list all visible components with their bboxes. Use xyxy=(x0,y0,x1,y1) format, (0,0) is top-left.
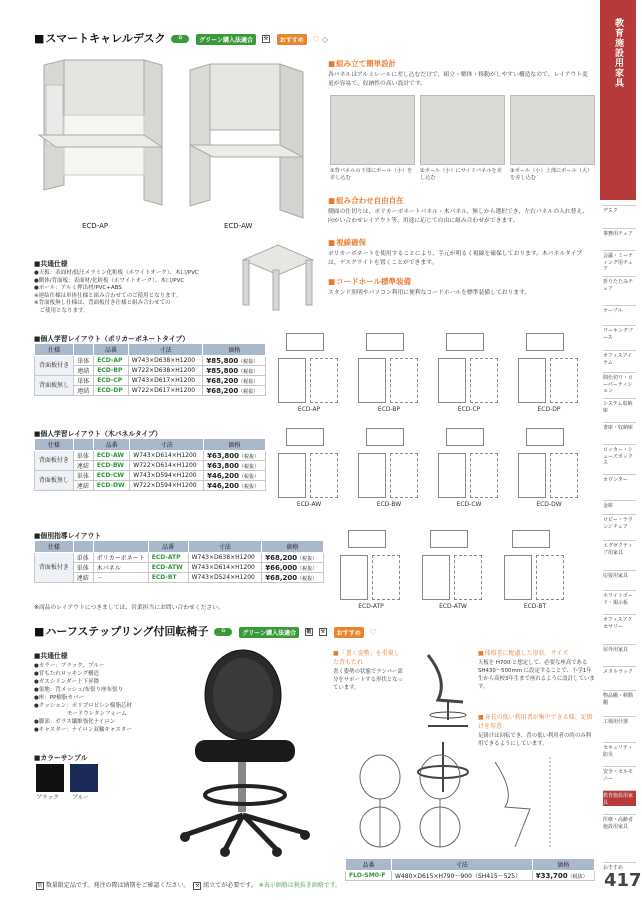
product-size: W743×D638×H1200 xyxy=(188,553,262,563)
spec-line: ●座：PP樹脂カバー xyxy=(34,695,84,701)
recommend-badge: おすすめ xyxy=(277,34,307,45)
plan-view-diagram xyxy=(366,333,404,351)
feature3-text: ポリカーボネートを使用することにより、手元が明るく視線を確保しております。木パネルタイプは、デスクライトを置くことができます。 xyxy=(328,251,583,266)
sidebar-item[interactable]: 金庫 xyxy=(603,500,636,510)
product-code: ECD-DP xyxy=(94,386,128,396)
product-price: ¥68,200（税抜） xyxy=(262,573,324,583)
sidebar-item[interactable]: 応接用家具 xyxy=(603,570,636,580)
assembly-step2-image xyxy=(420,95,505,165)
footer-note3: ※表示価格は税抜き価格です。 xyxy=(258,882,342,889)
sidebar-item[interactable]: テーブル xyxy=(603,305,636,315)
row-type: 連結 xyxy=(74,366,94,376)
panel-type: 木パネル xyxy=(93,563,148,573)
front-view-diagram xyxy=(358,358,386,403)
step1-caption: ①背パネルの下部にポール（小）を差し込む xyxy=(330,168,413,181)
feature2-title: ■ 組み合わせ自由自在 xyxy=(328,195,593,206)
sidebar-item[interactable]: 医療・高齢者施設用家具 xyxy=(603,814,636,830)
sidebar-item[interactable]: 安全・セルモニー xyxy=(603,766,636,782)
footer-note2: 組立てが必要です。 xyxy=(203,882,257,889)
chair-size: W480×D615×H790～900（SH415～525） xyxy=(391,871,532,881)
diagram-label: ECD-AW xyxy=(296,501,322,508)
sidebar-item[interactable]: 工場用什器 xyxy=(603,716,636,726)
caption-ecd-aw: ECD-AW xyxy=(224,222,253,230)
plan-view-diagram xyxy=(430,530,468,548)
table2-title: ■ 個人学習レイアウト（木パネルタイプ） xyxy=(34,428,162,438)
section1-title: ■ スマートキャレルデスク ♻ グリーン購入法適合 ⚒ おすすめ ♡ ◇ xyxy=(34,30,328,46)
assembly-step3-image xyxy=(510,95,595,165)
spec-line: ●カラー：ブラック、ブルー xyxy=(34,663,105,669)
feature3-title: ■ 視線確保 xyxy=(328,237,593,248)
front-view-diagram xyxy=(438,358,466,403)
product-code: ECD-ATW xyxy=(148,563,188,573)
spec-line: ●背もたれロッキング構造 xyxy=(34,671,100,677)
table-row xyxy=(35,563,324,573)
desk-layout-image xyxy=(238,240,316,315)
table-row xyxy=(35,573,324,583)
product-price: ¥46,200（税抜） xyxy=(204,471,266,481)
product-code: ECD-AP xyxy=(94,356,128,366)
footer-notes xyxy=(34,880,341,890)
row-type: 単体 xyxy=(73,553,93,563)
product-size: W743×D594×H1200 xyxy=(130,471,204,481)
front-view-diagram xyxy=(518,358,546,403)
desk-ecd-aw-image xyxy=(185,60,310,225)
layout-note: ※商品のレイアウトにつきましては、営業担当にお問い合わせください。 xyxy=(34,605,224,611)
table-row xyxy=(35,471,266,481)
spec-line: ※背面板無し仕様は、背面板付き仕様と組み合わせての xyxy=(34,300,171,307)
spec-line: ●張地：背メッシュ/布張り座布張り xyxy=(34,687,124,693)
product-code: ECD-BW xyxy=(93,461,129,471)
table-row xyxy=(35,553,324,563)
row-type: 単体 xyxy=(73,471,93,481)
sidebar-header xyxy=(600,0,636,200)
product-code: ECD-BT xyxy=(148,573,188,583)
section2-title: ■ ハーフステップリング付回転椅子 ♻ グリーン購入法適合 数 ⚒ おすすめ ♡ xyxy=(34,623,377,639)
row-type: 単体 xyxy=(73,451,93,461)
row-type: 単体 xyxy=(74,376,94,386)
side-view-diagram xyxy=(372,555,400,600)
step3-caption: ③ポール（小）上部にポール（大）を差し込む xyxy=(510,168,593,181)
chair-feature-size xyxy=(478,648,596,691)
sidebar-item[interactable]: ワーキングブース xyxy=(603,325,636,341)
col-price: 価格 xyxy=(203,344,266,356)
assembly-icon: ⚒ xyxy=(263,36,269,42)
row-type: 連結 xyxy=(73,481,93,491)
eco-icon: ♻ xyxy=(214,628,232,636)
chair-common-spec xyxy=(34,650,184,734)
front-view-diagram xyxy=(340,555,368,600)
feature-cordhole xyxy=(328,276,593,298)
sidebar-item[interactable]: システム収納庫 xyxy=(603,398,636,414)
diagram-label: ECD-DW xyxy=(536,501,562,508)
sidebar-item[interactable]: オフィスアイテム xyxy=(603,350,636,366)
limited-icon: 数 xyxy=(306,629,312,635)
col-spec: 仕様 xyxy=(35,344,74,356)
product-price: ¥68,200（税抜） xyxy=(203,386,266,396)
col-code: 品番 xyxy=(148,541,188,553)
footer-note1: 数量限定品です。発注の際は納期をご確認ください。 xyxy=(45,882,190,889)
product-size: W722×D594×H1200 xyxy=(130,481,204,491)
sidebar-title: 教育施設用家具 xyxy=(613,18,623,88)
feature-assembly xyxy=(328,58,593,88)
table-row xyxy=(35,356,266,366)
sidebar-item[interactable]: 教育施設用家具 xyxy=(603,790,636,806)
color-swatch-blue xyxy=(70,764,98,792)
heart-icon: ♡ xyxy=(369,628,377,637)
product-code: ECD-CW xyxy=(93,471,129,481)
chair-side-image xyxy=(408,650,478,730)
sidebar-item[interactable]: 間仕切り・ローパーティション xyxy=(603,372,636,395)
spec-line: ●側体/背面板：表面材/化粧板（ホワイトオーク）、木口/PVC xyxy=(34,277,185,284)
col-size: 寸法 xyxy=(391,859,532,871)
diagram-label: ECD-BP xyxy=(377,406,401,413)
product-code: ECD-CP xyxy=(94,376,128,386)
sidebar-item[interactable]: ロビー・ラウンジチェア xyxy=(603,514,636,530)
color-label-black: ブラック xyxy=(36,795,60,801)
limited-icon: 数 xyxy=(37,882,43,889)
green-badge: グリーン購入法適合 xyxy=(196,34,256,45)
sidebar-item[interactable]: 書庫・収納庫 xyxy=(603,422,636,432)
front-view-diagram xyxy=(278,453,306,498)
table-row xyxy=(346,871,595,881)
side-view-diagram xyxy=(470,453,498,498)
chair-feat3-text: 足掛けは回転でき、背の低い利用者の時のみ利用できるようにしています。 xyxy=(478,733,591,747)
feature2-text: 側面の仕切りは、ポリカーボネートパネル・木パネル、無しから選択でき、左右パネルの入れ替え、向かい合わせレイアウト等、用途に応じて自由に組み合わせができます。 xyxy=(328,209,589,224)
sidebar-item[interactable]: 事務用チェア xyxy=(603,228,636,238)
sidebar-item[interactable]: メタルラック xyxy=(603,666,636,676)
plan-view-diagram xyxy=(512,530,550,548)
sidebar-item[interactable]: オフィスアクセサリー xyxy=(603,614,636,630)
product-size: W743×D524×H1200 xyxy=(188,573,262,583)
chair-feat3-title: ■ 身長の低い利用者が集中できる様、足掛けを用意 xyxy=(478,712,596,730)
col-price: 価格 xyxy=(204,439,266,451)
desk-ecd-ap-image xyxy=(34,55,174,220)
front-view-diagram xyxy=(438,453,466,498)
row-type: 連結 xyxy=(73,461,93,471)
chair-feat2-text: 天板を H700 と想定して、必要な座高である SH430～500mm に設定することで、小学1年生から高校3年生まで座れるように設計しています。 xyxy=(478,660,595,690)
sidebar-item[interactable]: セキュリティ防災 xyxy=(603,742,636,758)
group-label: 背面板無し xyxy=(35,376,74,396)
table-wood xyxy=(34,438,266,491)
table-row xyxy=(35,376,266,386)
color-label-blue: ブルー xyxy=(72,795,90,801)
front-view-diagram xyxy=(278,358,306,403)
product-code: ECD-AW xyxy=(93,451,129,461)
side-view-diagram xyxy=(470,358,498,403)
assembly-icon: ⚒ xyxy=(195,882,200,889)
chair-price-table xyxy=(345,858,595,881)
feature-combination xyxy=(328,195,593,225)
product-price: ¥68,200（税抜） xyxy=(203,376,266,386)
feature4-title: ■ コードホール標準装備 xyxy=(328,276,593,287)
chair-feat1-text: 書く姿勢の状態でランバー部分をサポートする形状となっています。 xyxy=(333,669,403,691)
assembly-step1-image xyxy=(330,95,415,165)
diagram-label: ECD-CW xyxy=(456,501,482,508)
chair-code: FLO-SM0-F xyxy=(346,871,392,881)
row-type: 連結 xyxy=(74,386,94,396)
chair-feat2-title: ■ 体格差に配慮した形状、サイズ xyxy=(478,648,596,657)
side-view-diagram xyxy=(550,453,578,498)
chair-image xyxy=(165,645,320,860)
side-view-diagram xyxy=(550,358,578,403)
product-size: W743×D638×H1200 xyxy=(128,356,203,366)
sidebar-item[interactable]: 物品棚・移動棚 xyxy=(603,690,636,706)
plan-view-diagram xyxy=(446,333,484,351)
feature1-title: ■ 組み立て簡単設計 xyxy=(328,58,593,69)
product-code: ECD-BP xyxy=(94,366,128,376)
row-type: 連結 xyxy=(73,573,93,583)
col-spec: 仕様 xyxy=(35,541,74,553)
col-size: 寸法 xyxy=(188,541,262,553)
spec-line: ●キャスター：ナイロン双輪キャスター xyxy=(34,727,132,733)
col-code: 品番 xyxy=(93,439,129,451)
col-code: 品番 xyxy=(94,344,128,356)
eco-icon: ♻ xyxy=(171,35,189,43)
product-price: ¥68,200（税抜） xyxy=(262,553,324,563)
spec-line: ●ポール：アルミ押出材/PVC+ABS xyxy=(34,285,122,292)
col-size: 寸法 xyxy=(128,344,203,356)
assembly-icon: ⚒ xyxy=(320,629,326,635)
spec-line: ●クッション：ポリプロピレン樹脂芯材 xyxy=(34,703,133,709)
sidebar-item[interactable]: 屋外用家具 xyxy=(603,644,636,654)
product-size: W743×D617×H1200 xyxy=(128,376,203,386)
side-view-diagram xyxy=(310,358,338,403)
diagram-label: ECD-BT xyxy=(523,603,547,610)
sidebar-item[interactable]: ロッカー・シューズボックス xyxy=(603,444,636,467)
color-swatch-black xyxy=(36,764,64,792)
chair-feat1-title: ■ 「書く姿勢」を重視した背もたれ xyxy=(333,648,405,666)
row-type: 単体 xyxy=(74,356,94,366)
col-code: 品番 xyxy=(346,859,392,871)
front-view-diagram xyxy=(504,555,532,600)
plan-view-diagram xyxy=(366,428,404,446)
sidebar-item[interactable]: 会議・ミーティング用チェア xyxy=(603,250,636,273)
common-spec-1 xyxy=(34,258,234,316)
group-label: 背面板付き xyxy=(35,356,74,376)
table-polycarbonate xyxy=(34,343,266,396)
col-size: 寸法 xyxy=(130,439,204,451)
front-view-diagram xyxy=(518,453,546,498)
group-label: 背面板付き xyxy=(35,553,74,583)
product-size: W722×D638×H1200 xyxy=(128,366,203,376)
panel-type: ポリカーボネート xyxy=(93,553,148,563)
product-code: ECD-ATP xyxy=(148,553,188,563)
front-view-diagram xyxy=(422,555,450,600)
product-price: ¥63,800（税抜） xyxy=(204,461,266,471)
sidebar-item[interactable]: デスク xyxy=(603,205,636,215)
sidebar-item[interactable]: ホワイトボード・掲示板 xyxy=(603,590,636,606)
sidebar-item[interactable]: カウンター xyxy=(603,474,636,484)
plan-view-diagram xyxy=(286,428,324,446)
col-spec: 仕様 xyxy=(35,439,74,451)
chair-feature-footrest xyxy=(478,712,596,748)
side-view-diagram xyxy=(310,453,338,498)
feature1-text: 各パネルはアルミレールに差し込むだけで、組立・解体・移動がしやすい構造なので、レイアウト変更が容易で、収納性の高い設計です。 xyxy=(328,72,588,87)
product-price: ¥63,800（税抜） xyxy=(204,451,266,461)
col-price: 価格 xyxy=(262,541,324,553)
side-view-diagram xyxy=(390,453,418,498)
product-price: ¥85,800（税抜） xyxy=(203,366,266,376)
front-view-diagram xyxy=(358,453,386,498)
sidebar-item[interactable]: エグゼクティブ用家具 xyxy=(603,540,636,556)
col-price: 価格 xyxy=(532,859,594,871)
recommend-badge: おすすめ xyxy=(334,627,364,638)
product-size: W743×D614×H1200 xyxy=(188,563,262,573)
product-code: ECD-DW xyxy=(93,481,129,491)
feature4-text: スタンド照明やパソコン利用に便利なコードホールを標準装備しております。 xyxy=(328,290,531,296)
diagram-label: ECD-DP xyxy=(537,406,561,413)
spec-line: ●脚部：ガラス繊維強化ナイロン xyxy=(34,719,116,725)
side-view-diagram xyxy=(454,555,482,600)
chair-price: ¥33,700（税抜） xyxy=(532,871,594,881)
product-size: W722×D614×H1200 xyxy=(130,461,204,471)
spec-line: モードウレタンフォーム xyxy=(34,711,127,717)
product-size: W722×D617×H1200 xyxy=(128,386,203,396)
chair-feature-back xyxy=(333,648,405,692)
sidebar-item[interactable]: 折りたたみチェア xyxy=(603,276,636,292)
table-teaching xyxy=(34,540,324,583)
chair-dimension-drawing xyxy=(345,752,595,852)
diagram-label: ECD-ATW xyxy=(439,603,467,610)
color-sample-title: ■ カラーサンプル xyxy=(34,752,87,762)
chair-spec-title: ■ 共通仕様 xyxy=(34,650,184,660)
spec-line: ●天板：表面材/低圧メラミン化粧板（ホワイトオーク）、木口/PVC xyxy=(34,270,199,276)
plan-view-diagram xyxy=(446,428,484,446)
diagram-label: ECD-BW xyxy=(376,501,402,508)
plan-view-diagram xyxy=(526,428,564,446)
diagram-label: ECD-AP xyxy=(297,406,321,413)
group-label: 背面板付き xyxy=(35,451,74,471)
product-price: ¥46,200（税抜） xyxy=(204,481,266,491)
table1-title: ■ 個人学習レイアウト（ポリカーボネートタイプ） xyxy=(34,333,189,343)
feature-view xyxy=(328,237,593,267)
group-label: 背面板無し xyxy=(35,471,74,491)
sidebar-item[interactable]: おすすめ xyxy=(603,862,636,872)
product-price: ¥66,000（税抜） xyxy=(262,563,324,573)
diagram-label: ECD-CP xyxy=(457,406,481,413)
panel-type: － xyxy=(93,573,148,583)
side-view-diagram xyxy=(536,555,564,600)
product-size: W743×D614×H1200 xyxy=(130,451,204,461)
row-type: 単体 xyxy=(73,563,93,573)
green-badge: グリーン購入法適合 xyxy=(239,627,299,638)
caption-ecd-ap: ECD-AP xyxy=(82,222,109,230)
page-number: 417 xyxy=(604,870,642,891)
step2-caption: ②ポール（小）にサイドパネルを差し込む xyxy=(420,168,502,181)
spec-line: ●ガスシリンダー上下昇降 xyxy=(34,679,100,685)
plan-view-diagram xyxy=(286,333,324,351)
table3-title: ■ 個別指導レイアウト xyxy=(34,530,101,540)
spec-line: ※連結仕様は単体仕様と組み合わせてのご使用となります。 xyxy=(34,292,182,299)
common-spec-title: ■ 共通仕様 xyxy=(34,258,234,268)
diamond-icon: ◇ xyxy=(321,35,328,44)
side-view-diagram xyxy=(390,358,418,403)
table-row xyxy=(35,451,266,461)
plan-view-diagram xyxy=(348,530,386,548)
plan-view-diagram xyxy=(526,333,564,351)
spec-line: ご使用となります。 xyxy=(34,307,89,314)
diagram-label: ECD-ATP xyxy=(358,603,384,610)
product-price: ¥85,800（税抜） xyxy=(203,356,266,366)
heart-icon: ♡ xyxy=(312,35,320,44)
